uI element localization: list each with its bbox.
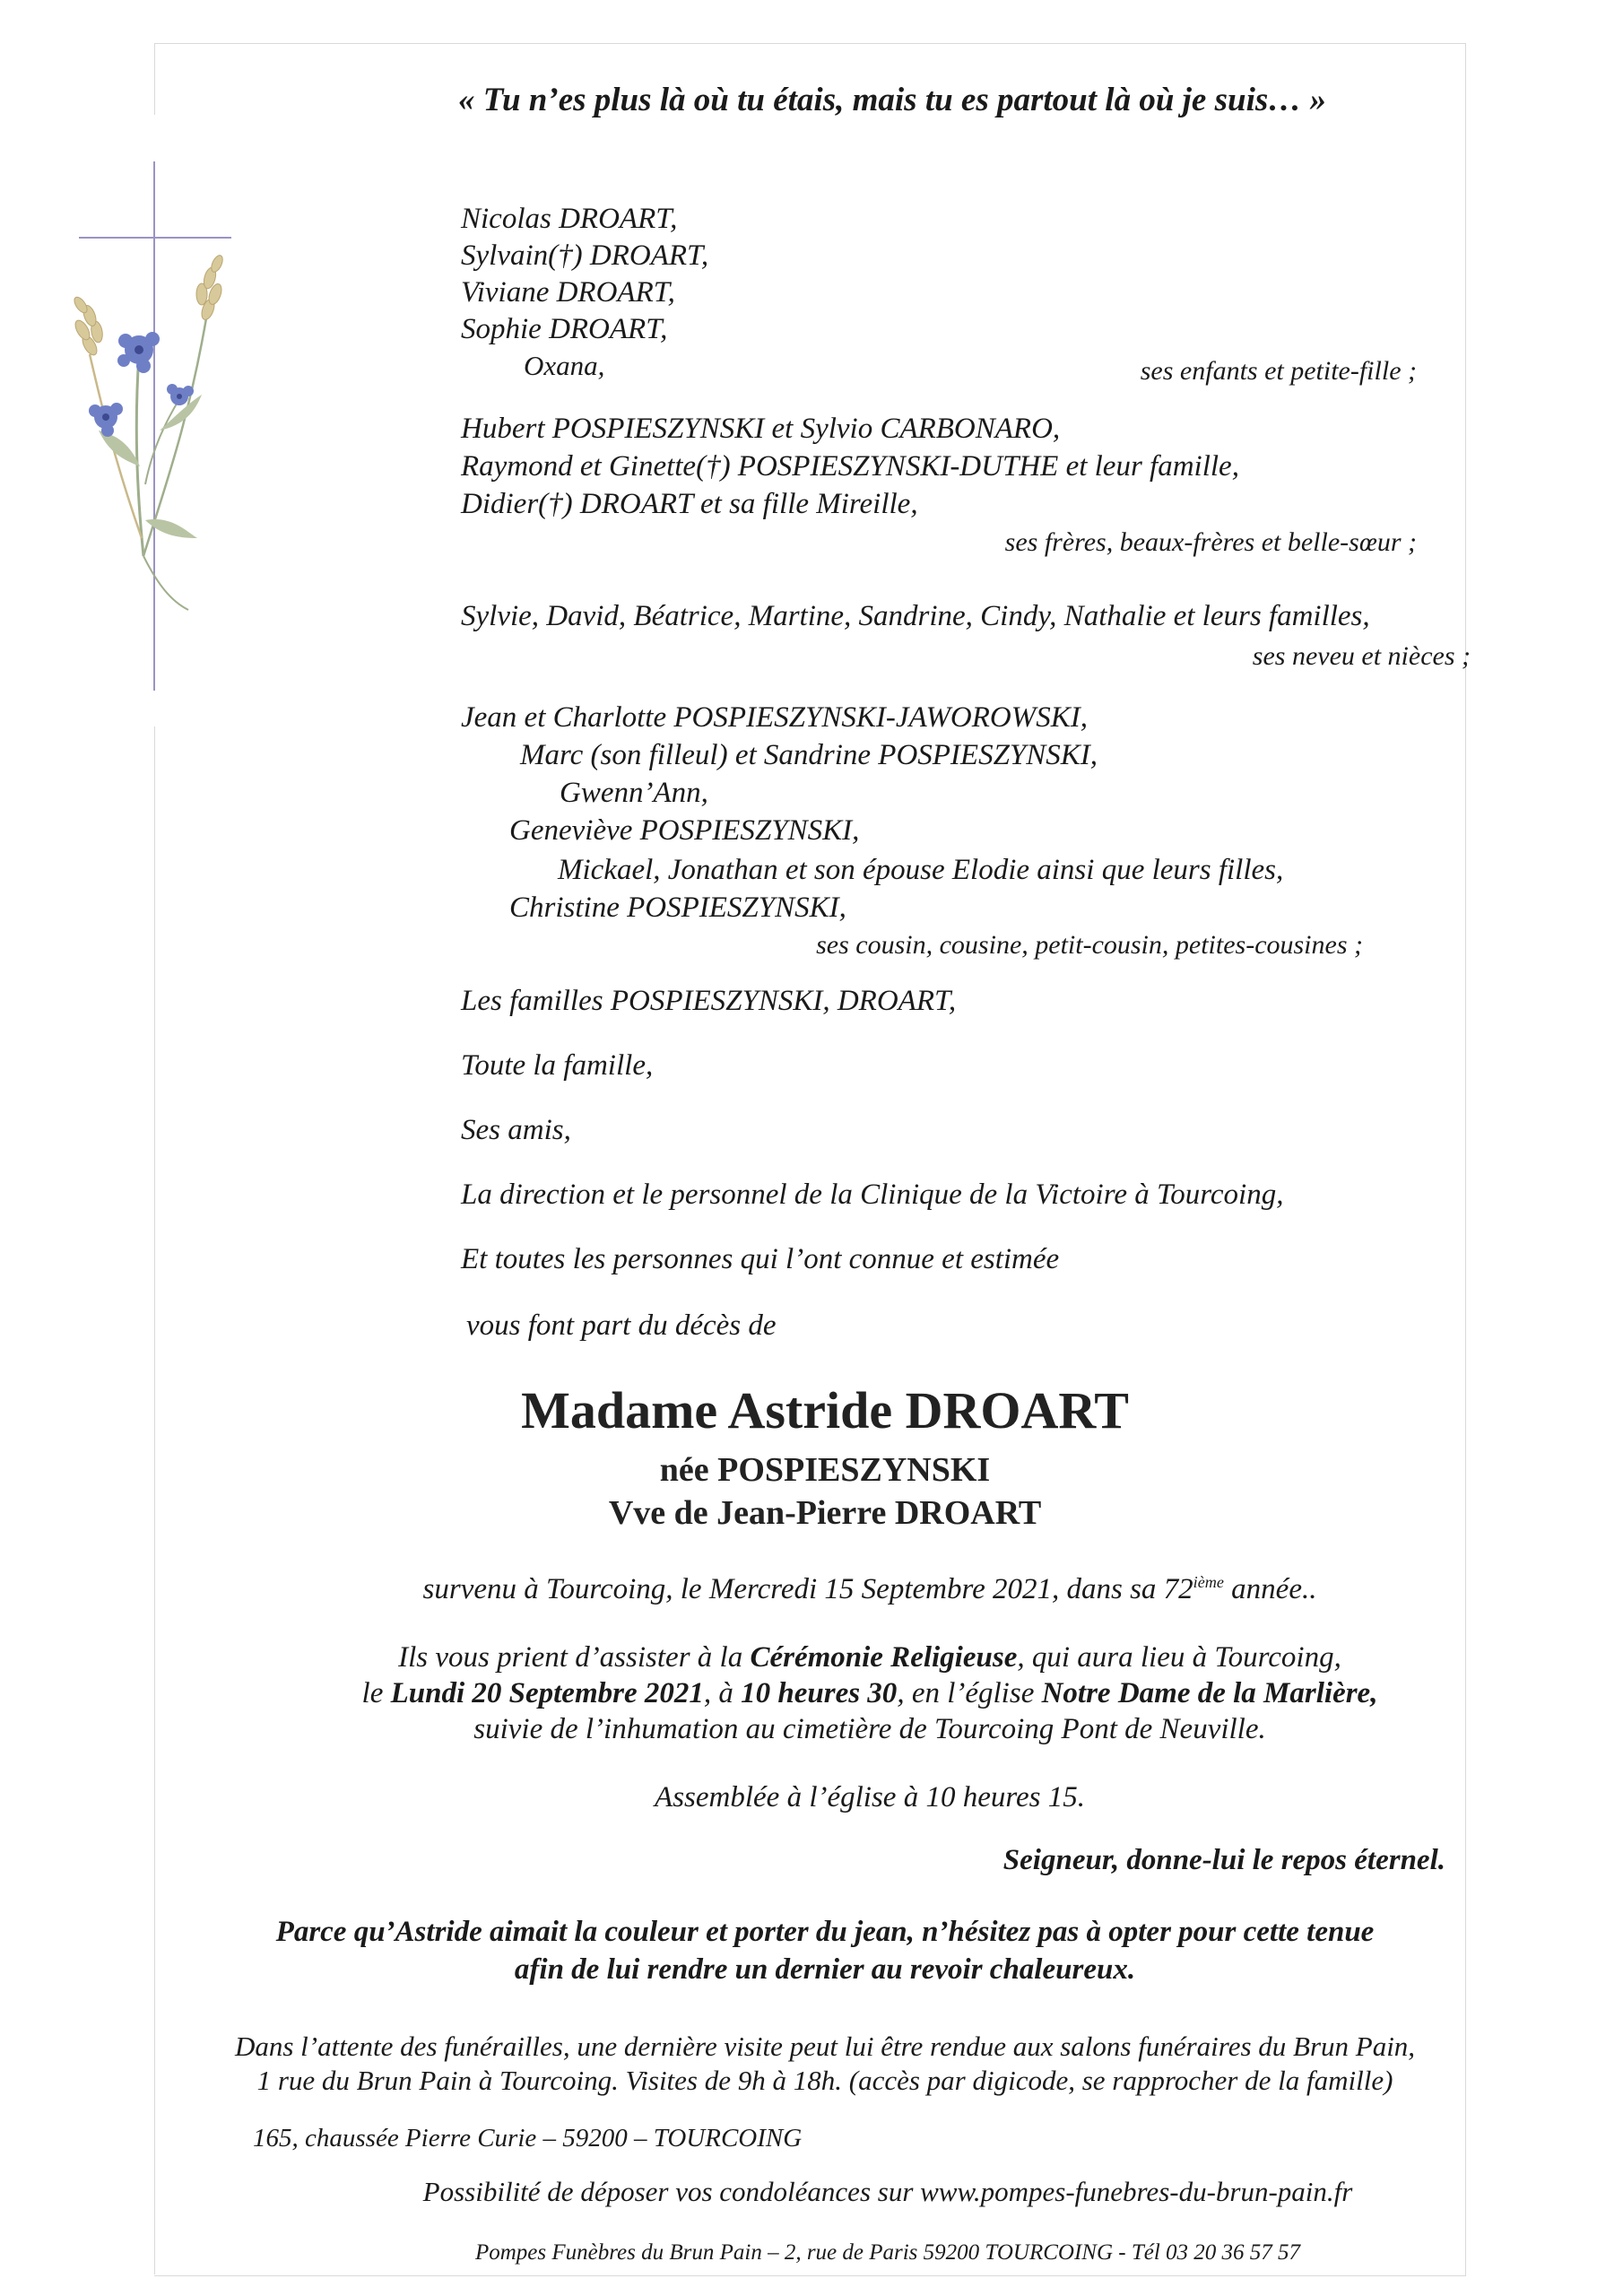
sibling-line: Raymond et Ginette(†) POSPIESZYNSKI-DUTHE et leur famille, xyxy=(461,450,1239,483)
ceremony-text: , qui aura lieu à Tourcoing, xyxy=(1017,1641,1341,1674)
cousins-relation: ses cousin, cousine, petit-cousin, petites-cousines ; xyxy=(816,930,1363,960)
deceased-widow: Vve de Jean-Pierre DROART xyxy=(608,1494,1042,1532)
nephews-line: Sylvie, David, Béatrice, Martine, Sandrine, Cindy, Nathalie et leurs familles, xyxy=(461,600,1370,632)
frame-left-edge-lower xyxy=(154,726,155,2274)
visit-line: Dans l’attente des funérailles, une dernière visite peut lui être rendue aux salons funéraires du Brun Pain, xyxy=(234,2031,1416,2062)
ceremony-line-1 xyxy=(269,1639,1471,1675)
siblings-relation: ses frères, beaux-frères et belle-sœur ; xyxy=(1004,527,1417,557)
ceremony-time: 10 heures 30 xyxy=(741,1677,898,1709)
assembly-line: Assemblée à l’église à 10 heures 15. xyxy=(655,1781,1085,1813)
cousin-line: Jean et Charlotte POSPIESZYNSKI-JAWOROWSKI, xyxy=(461,701,1088,734)
ceremony-date: Lundi 20 Septembre 2021 xyxy=(390,1677,704,1709)
others-line: Les familles POSPIESZYNSKI, DROART, xyxy=(461,985,957,1017)
sibling-line: Hubert POSPIESZYNSKI et Sylvio CARBONARO, xyxy=(461,413,1061,445)
prayer-line: Seigneur, donne-lui le repos éternel. xyxy=(1002,1844,1445,1876)
footer-line: Pompes Funèbres du Brun Pain – 2, rue de Paris 59200 TOURCOING - Tél 03 20 36 57 57 xyxy=(474,2240,1301,2265)
frame-left-edge xyxy=(154,43,155,115)
others-line: Toute la famille, xyxy=(461,1049,654,1082)
child-name: Viviane DROART, xyxy=(461,276,675,309)
cousin-line: Geneviève POSPIESZYNSKI, xyxy=(509,814,860,847)
death-text-end: année.. xyxy=(1223,1573,1317,1605)
visit-line: 1 rue du Brun Pain à Tourcoing. Visites de 9h à 18h. (accès par digicode, se rapprocher de la famille) xyxy=(256,2065,1393,2096)
deceased-birth-name: née POSPIESZYNSKI xyxy=(659,1451,991,1489)
sibling-line: Didier(†) DROART et sa fille Mireille, xyxy=(461,488,918,520)
announce-text: vous font part du décès de xyxy=(466,1309,777,1342)
cousin-line: Gwenn’Ann, xyxy=(560,777,708,809)
ceremony-text: , en l’église xyxy=(897,1677,1042,1709)
dress-code-line: Parce qu’Astride aimait la couleur et porter du jean, n’hésitez pas à opter pour cette tenue xyxy=(275,1916,1375,1948)
ceremony-text: , à xyxy=(703,1677,742,1709)
condolences-line: Possibilité de déposer vos condoléances sur www.pompes-funebres-du-brun-pain.fr xyxy=(422,2176,1353,2207)
others-line: La direction et le personnel de la Clinique de la Victoire à Tourcoing, xyxy=(461,1178,1284,1211)
children-relation: ses enfants et petite-fille ; xyxy=(1140,356,1417,386)
others-line: Et toutes les personnes qui l’ont connue et estimée xyxy=(461,1243,1060,1275)
death-text: survenu à Tourcoing, le Mercredi 15 Septembre 2021, dans sa 72 xyxy=(422,1573,1193,1605)
ceremony-line-2 xyxy=(269,1675,1471,1711)
ceremony-church: Notre Dame de la Marlière, xyxy=(1041,1677,1378,1709)
cousin-line: Marc (son filleul) et Sandrine POSPIESZYNSKI, xyxy=(520,739,1098,771)
dress-code-line: afin de lui rendre un dernier au revoir chaleureux. xyxy=(514,1953,1136,1986)
quote: « Tu n’es plus là où tu étais, mais tu es partout là où je suis… » xyxy=(457,82,1327,118)
cousin-line: Christine POSPIESZYNSKI, xyxy=(509,891,846,924)
ceremony-text: Ils vous prient d’assister à la xyxy=(398,1641,751,1674)
grandchild-name: Oxana, xyxy=(524,350,605,381)
child-name: Sylvain(†) DROART, xyxy=(461,239,709,272)
death-line xyxy=(269,1571,1471,1607)
nephews-relation: ses neveu et nièces ; xyxy=(1252,641,1471,671)
address-line: 165, chaussée Pierre Curie – 59200 – TOURCOING xyxy=(253,2124,803,2152)
cross-flowers-icon xyxy=(54,161,260,691)
child-name: Sophie DROART, xyxy=(461,313,668,345)
ordinal-suffix: ième xyxy=(1193,1573,1224,1591)
child-name: Nicolas DROART, xyxy=(461,203,678,235)
deceased-name: Madame Astride DROART xyxy=(521,1381,1129,1439)
ceremony-type: Cérémonie Religieuse xyxy=(750,1641,1018,1674)
ceremony-line-3: suivie de l’inhumation au cimetière de Tourcoing Pont de Neuville. xyxy=(473,1713,1266,1745)
cousin-line: Mickael, Jonathan et son épouse Elodie ainsi que leurs filles, xyxy=(558,854,1284,886)
others-line: Ses amis, xyxy=(461,1114,571,1146)
ceremony-text: le xyxy=(361,1677,391,1709)
